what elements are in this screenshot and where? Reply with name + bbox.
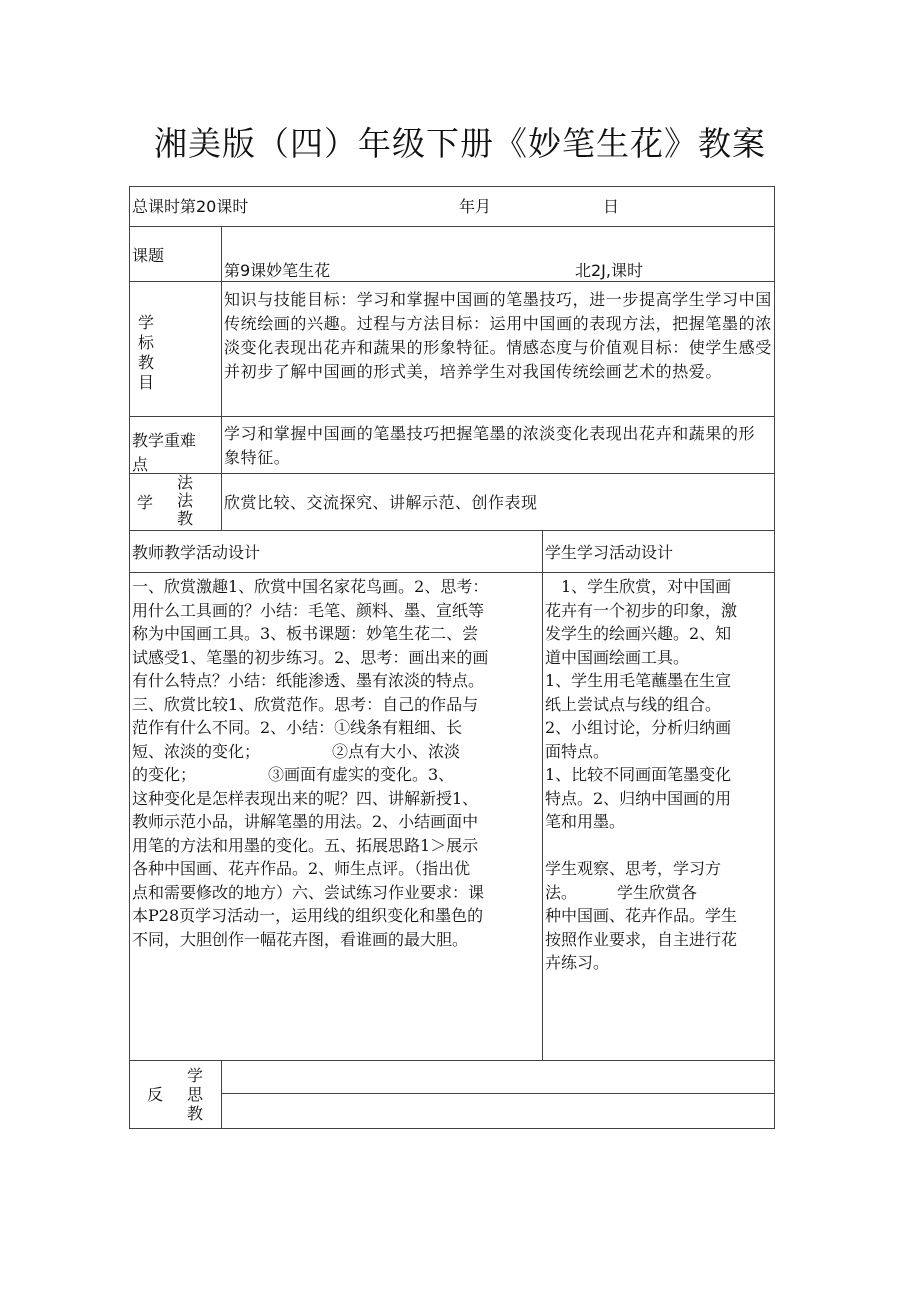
reflection-label-right: 学 思 教 (187, 1066, 204, 1123)
teacher-activity-header: 教师教学活动设计 (132, 543, 261, 562)
row-divider (129, 530, 775, 531)
teacher-line: 点和需要修改的地方）六、尝试练习作业要求：课 (132, 882, 485, 902)
student-line: 种中国画、花卉作品。学生 (545, 906, 738, 925)
label-column-divider (221, 226, 222, 530)
activity-column-divider (542, 530, 543, 1060)
total-period: 总课时第20课时 (132, 197, 249, 216)
label-column-divider (221, 1060, 222, 1128)
objectives-text: 知识与技能目标：学习和掌握中国画的笔墨技巧，进一步提高学生学习中国传统绘画的兴趣。过程与方法目标：运用中国画的表现方法，把握笔墨的浓淡变化表现出花卉和蔬果的形象特征。情感态度与价值观目标：使学生感受并初步了解中国画的形式美，培养学生对我国传统绘画艺术的热爱。 (224, 290, 772, 381)
teacher-line: 各种中国画、花卉作品。2、师生点评。（指出优 (132, 859, 471, 878)
teacher-line: 试感受1、笔墨的初步练习。2、思考：画出来的画 (132, 647, 489, 667)
page-title: 湘美版（四）年级下册《妙笔生花》教案 (154, 124, 766, 163)
student-line: 1、学生欣赏，对中国画 (545, 577, 732, 596)
teacher-line: 的变化； ③画面有虚实的变化。3、 (132, 765, 455, 784)
student-activity-text (545, 575, 773, 975)
student-line: 纸上尝试点与线的组合。 (545, 694, 722, 714)
student-line: 发学生的绘画兴趣。2、知 (545, 624, 732, 643)
day: 日 (603, 197, 620, 216)
teacher-line: 用什么工具画的？小结：毛笔、颜料、墨、宣纸等 (132, 600, 485, 620)
student-line: 1、比较不同画面笔墨变化 (545, 765, 732, 784)
teacher-line: 称为中国画工具。3、板书课题：妙笔生花二、尝 (132, 624, 479, 643)
teacher-line: 三、欣赏比较1、欣赏范作。思考：自己的作品与 (132, 694, 479, 714)
student-line: 面特点。 (545, 741, 610, 761)
teacher-line: 不同，大胆创作一幅花卉图，看谁画的最大胆。 (132, 929, 469, 949)
objectives-label: 学 标 教 目 (138, 313, 155, 392)
table-border-top (129, 186, 775, 187)
teacher-line: 短、浓淡的变化； ②点有大小、浓淡 (132, 741, 461, 761)
teacher-line: 范作有什么不同。2、小结：①线条有粗细、长 (132, 718, 463, 737)
student-line: 道中国画绘画工具。 (545, 647, 690, 667)
teacher-line: 本P28页学习活动一，运用线的组织变化和墨色的 (132, 906, 484, 925)
student-line: 花卉有一个初步的印象，激 (545, 600, 738, 620)
key-points-text: 学习和掌握中国画的笔墨技巧把握笔墨的浓淡变化表现出花卉和蔬果的形象特征。 (224, 424, 756, 467)
table-border-left (129, 186, 130, 1129)
student-line: 笔和用墨。 (545, 812, 626, 831)
student-line: 1、学生用毛笔蘸墨在生宣 (545, 671, 732, 690)
row-divider (129, 226, 775, 227)
teacher-line: 有什么特点？小结：纸能渗透、墨有浓淡的特点。 (132, 671, 485, 690)
row-divider (129, 1060, 775, 1061)
lesson-plan-table (129, 186, 775, 1129)
methods-text: 欣赏比较、交流探究、讲解示范、创作表现 (224, 493, 538, 512)
reflection-divider (221, 1093, 775, 1094)
student-line: 学生观察、思考，学习方 (545, 859, 722, 878)
methods-label-left: 学 (137, 493, 154, 512)
lesson-name: 第9课妙笔生花 (224, 261, 331, 280)
student-line (545, 834, 773, 858)
row-divider (129, 473, 775, 474)
year-month: 年月 (459, 197, 492, 216)
student-line: 卉练习。 (545, 953, 610, 972)
teacher-line: 用笔的方法和用墨的变化。五、拓展思路1＞展示 (132, 835, 479, 855)
lesson-periods: 北2J,课时 (575, 261, 643, 280)
student-activity-header: 学生学习活动设计 (545, 543, 674, 562)
lesson-label: 课题 (132, 246, 165, 265)
teacher-activity-text (132, 575, 540, 951)
key-points-label-line1: 教学重难 (132, 431, 197, 450)
table-border-bottom (129, 1128, 775, 1129)
methods-label-right: 法 法 教 (177, 473, 194, 528)
reflection-label-left: 反 (147, 1085, 164, 1104)
row-divider (129, 572, 775, 573)
key-points-label-line2: 点 (132, 455, 149, 474)
teacher-line: 一、欣赏激趣1、欣赏中国名家花鸟画。2、思考： (132, 577, 489, 596)
student-line: 特点。2、归纳中国画的用 (545, 788, 732, 808)
student-line: 按照作业要求，自主进行花 (545, 929, 738, 949)
student-line: 法。 学生欣赏各 (545, 882, 698, 902)
row-divider (129, 416, 775, 417)
teacher-line: 这种变化是怎样表现出来的呢？四、讲解新授1、 (132, 788, 479, 808)
student-line: 2、小组讨论，分析归纳画 (545, 718, 732, 737)
table-border-right (774, 186, 775, 1129)
teacher-line: 教师示范小品，讲解笔墨的用法。2、小结画面中 (132, 812, 479, 831)
